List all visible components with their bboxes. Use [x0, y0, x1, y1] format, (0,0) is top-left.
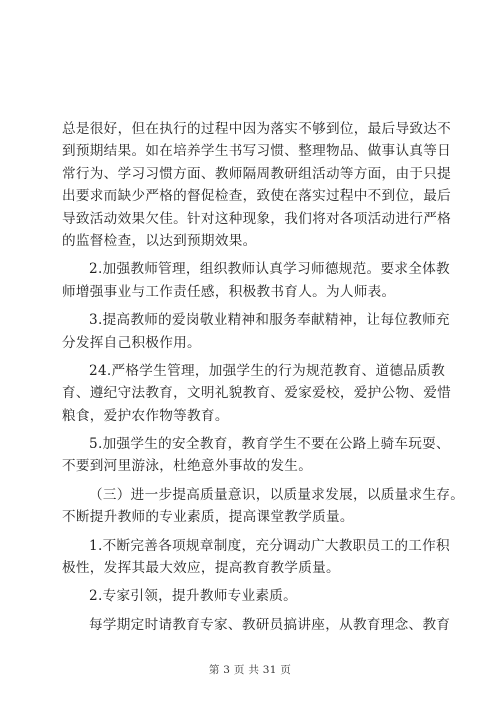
paragraph-line: 总是很好，但在执行的过程中因为落实不够到位，最后导致达不: [62, 121, 452, 137]
paragraph-line: 粮食，爱护农作物等教育。: [62, 407, 229, 424]
paragraph-line: 24.严格学生管理，加强学生的行为规范教育、道德品质教: [89, 362, 445, 379]
document-body: [62, 118, 465, 636]
paragraph-line: 极性，发挥其最大效应，提高教育教学质量。: [62, 560, 340, 577]
paragraph-line: 导致活动效果欠佳。针对这种现象，我们将对各项活动进行严格: [62, 210, 452, 227]
paragraph-line: 的监督检查，以达到预期效果。: [62, 232, 257, 249]
section-heading-line: （三）进一步提高质量意识，以质量求发展，以质量求生存。: [89, 486, 465, 503]
paragraph-line: 常行为、学习习惯方面、教师隔周教研组活动等方面，由于只提: [62, 165, 452, 182]
paragraph-line: 3.提高教师的爱岗敬业精神和服务奉献精神，让每位教师充: [89, 312, 450, 329]
paragraph-line: 师增强事业与工作责任感，积极教书育人。为人师表。: [62, 283, 396, 300]
page-number-footer: 第 3 页 共 31 页: [208, 664, 292, 676]
paragraph-line: 1.不断完善各项规章制度，充分调动广大教职员工的工作积: [89, 537, 450, 554]
paragraph-line: 出要求而缺少严格的督促检查，致使在落实过程中不到位，最后: [62, 188, 452, 205]
paragraph-line: 5.加强学生的安全教育，教育学生不要在公路上骑车玩耍、: [89, 436, 450, 453]
paragraph-line: 2.专家引领，提升教师专业素质。: [89, 588, 298, 605]
paragraph-line: 育、遵纪守法教育，文明礼貌教育、爱家爱校，爱护公物、爱惜: [62, 385, 452, 402]
paragraph-line: 不要到河里游泳，杜绝意外事故的发生。: [62, 458, 313, 475]
paragraph-line: 分发挥自己积极作用。: [62, 334, 201, 351]
paragraph-line: 2.加强教师管理，组织教师认真学习师德规范。要求全体教: [89, 261, 450, 278]
paragraph-line: 到预期结果。如在培养学生书写习惯、整理物品、做事认真等日: [62, 143, 452, 160]
paragraph-line: 每学期定时请教育专家、教研员搞讲座，从教育理念、教育: [89, 616, 451, 633]
paragraph-line: 不断提升教师的专业素质，提高课堂教学质量。: [62, 509, 354, 526]
